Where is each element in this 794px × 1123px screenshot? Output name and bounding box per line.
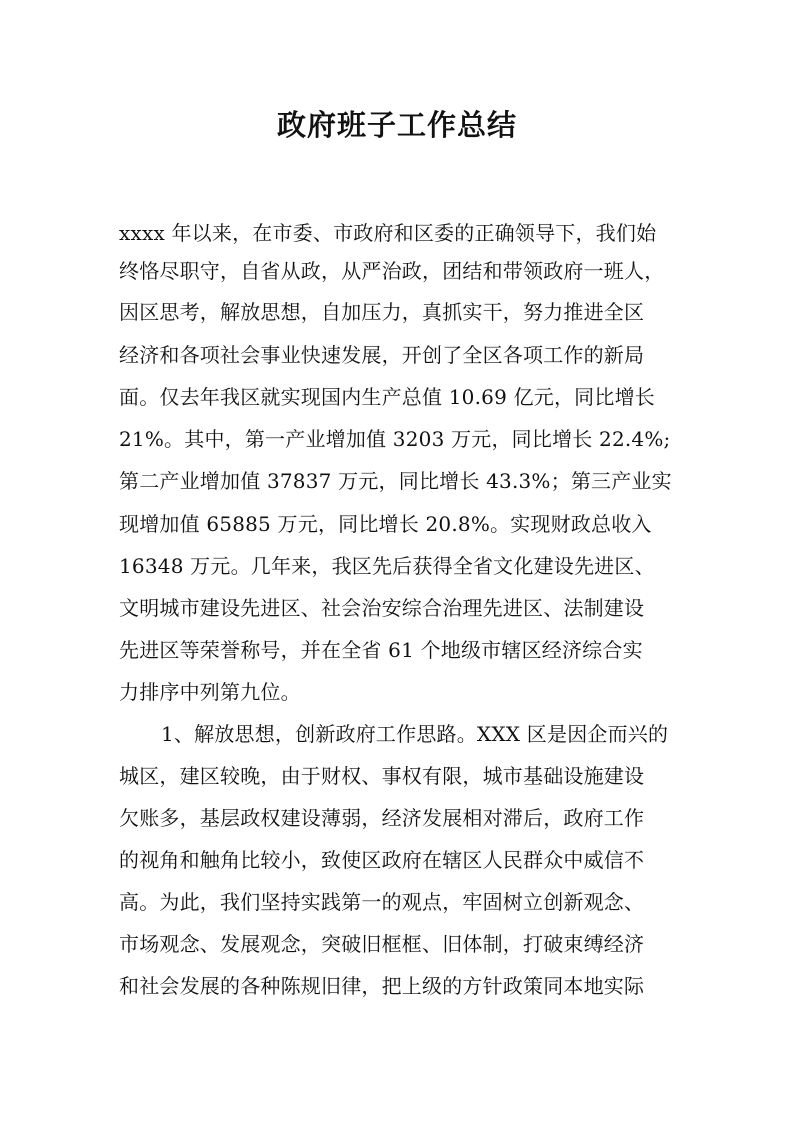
paragraph-1-line-5: 面。仅去年我区就实现国内生产总值 10.69 亿元，同比增长	[119, 385, 655, 409]
paragraph-1-line-11: 先进区等荣誉称号，并在全省 61 个地级市辖区经济综合实	[119, 638, 643, 662]
paragraph-1-line-10: 文明城市建设先进区、社会治安综合治理先进区、法制建设	[119, 596, 645, 620]
paragraph-2-line-5: 高。为此，我们坚持实践第一的观点，牢固树立创新观念、	[119, 890, 645, 914]
paragraph-1-line-8: 现增加值 65885 万元，同比增长 20.8%。实现财政总收入	[119, 512, 652, 536]
paragraph-1-line-2: 终恪尽职守，自省从政，从严治政，团结和带领政府一班人，	[119, 259, 665, 283]
paragraph-2-line-1: 1、解放思想，创新政府工作思路。XXX 区是因企而兴的	[161, 722, 669, 746]
paragraph-2-line-4: 的视角和触角比较小，致使区政府在辖区人民群众中威信不	[119, 848, 645, 872]
paragraph-2-line-2: 城区，建区较晚，由于财权、事权有限，城市基础设施建设	[119, 764, 645, 788]
paragraph-2-line-3: 欠账多，基层政权建设薄弱，经济发展相对滞后，政府工作	[119, 806, 645, 830]
paragraph-1-line-9: 16348 万元。几年来，我区先后获得全省文化建设先进区、	[119, 554, 655, 578]
paragraph-1-line-12: 力排序中列第九位。	[119, 680, 301, 704]
document-title: 政府班子工作总结	[276, 108, 517, 142]
paragraph-2-line-6: 市场观念、发展观念，突破旧框框、旧体制，打破束缚经济	[119, 932, 645, 956]
paragraph-2-line-7: 和社会发展的各种陈规旧律，把上级的方针政策同本地实际	[119, 974, 645, 998]
paragraph-1-line-6: 21%。其中，第一产业增加值 3203 万元，同比增长 22.4%;	[119, 427, 671, 451]
paragraph-1-line-1: xxxx 年以来，在市委、市政府和区委的正确领导下，我们始	[119, 221, 657, 245]
paragraph-1-line-7: 第二产业增加值 37837 万元，同比增长 43.3%；第三产业实	[119, 469, 672, 493]
paragraph-1-line-4: 经济和各项社会事业快速发展，开创了全区各项工作的新局	[119, 343, 645, 367]
paragraph-1-line-3: 因区思考，解放思想，自加压力，真抓实干，努力推进全区	[119, 300, 645, 324]
